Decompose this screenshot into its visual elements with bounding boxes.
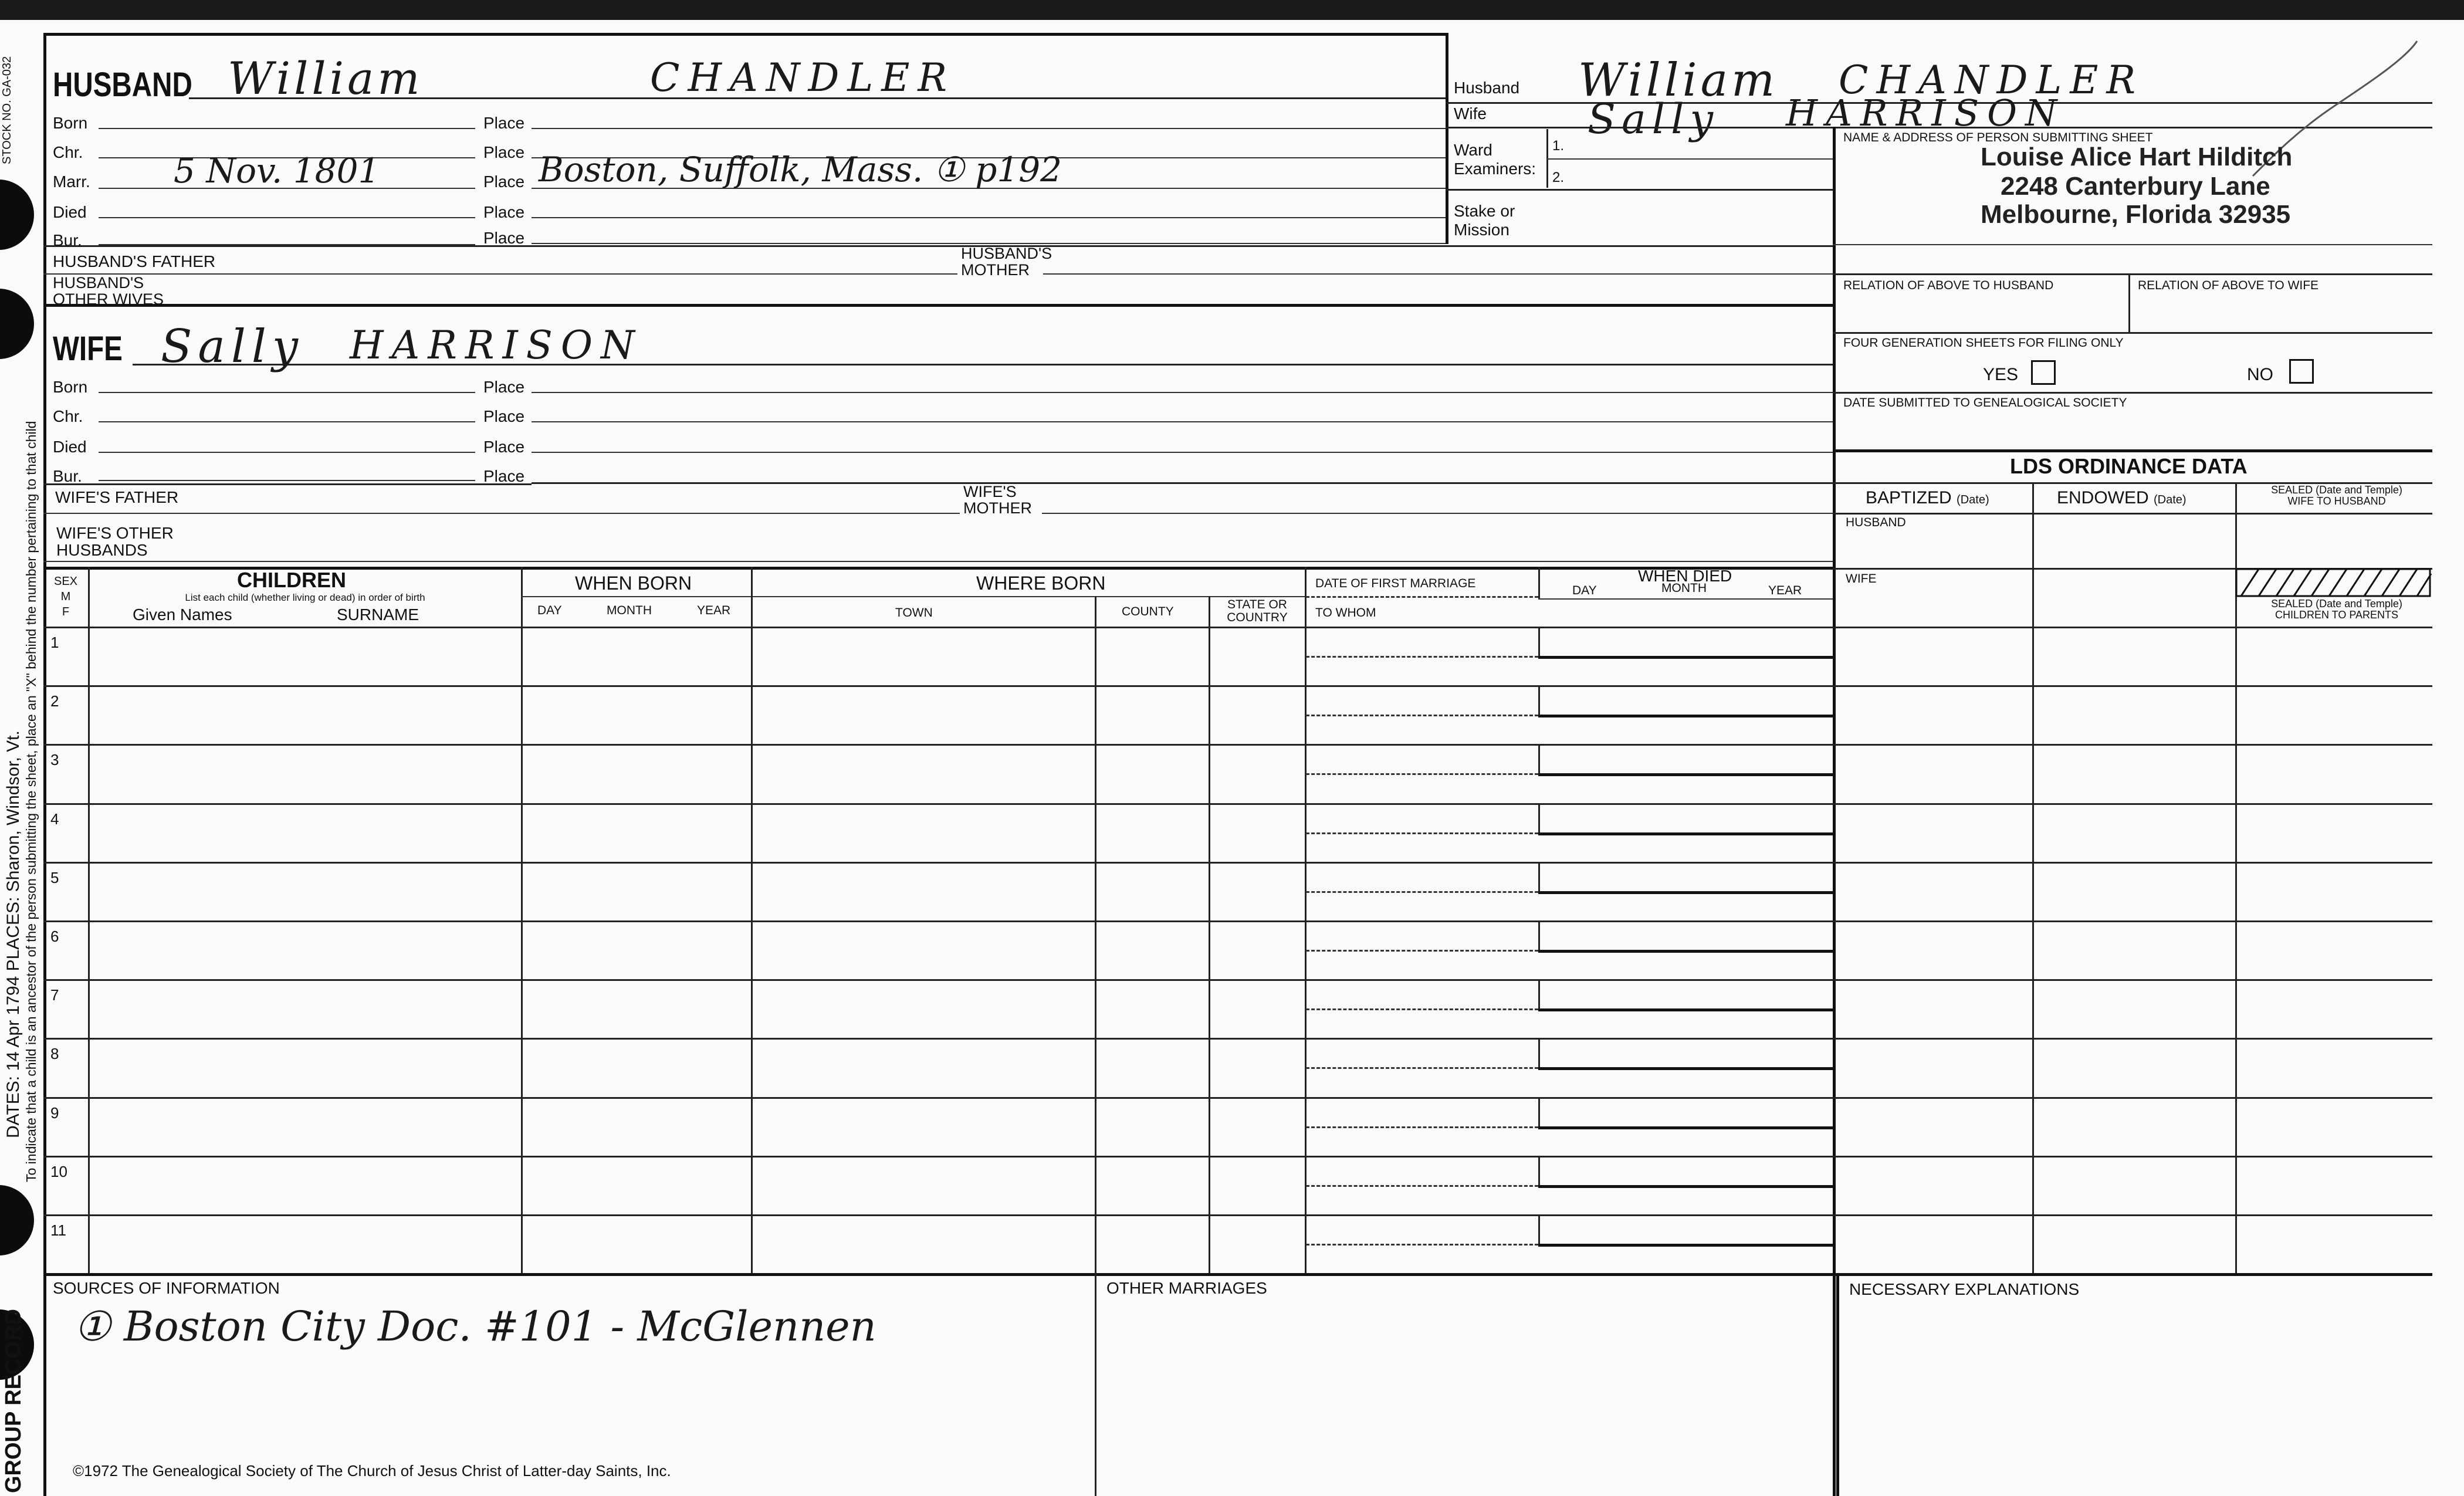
- wife-chr-label: Chr.: [53, 407, 83, 425]
- header-wife-label: Wife: [1454, 104, 1487, 123]
- child-died-left-border: [1538, 803, 1540, 832]
- relation-wife-label: RELATION OF ABOVE TO WIFE: [2138, 279, 2319, 292]
- explanations-label: NECESSARY EXPLANATIONS: [1849, 1280, 2080, 1298]
- lds-hatched-box: [2235, 568, 2432, 597]
- wife-chr-place-label: Place: [483, 407, 525, 425]
- submitter-label: NAME & ADDRESS OF PERSON SUBMITTING SHEET: [1843, 131, 2153, 144]
- born-month-header: MONTH: [607, 604, 652, 617]
- lds-endowed-label: ENDOWED (Date): [2057, 488, 2187, 507]
- wife-bur-line: [99, 480, 475, 481]
- wife-died-place-label: Place: [483, 438, 525, 456]
- husband-surname: CHANDLER: [650, 55, 956, 100]
- child-row-line: [43, 803, 2432, 805]
- husband-bur-place-label: Place: [483, 229, 525, 247]
- to-whom-header: TO WHOM: [1315, 606, 1376, 620]
- husband-other-wives-label: HUSBAND'S OTHER WIVES: [53, 274, 164, 309]
- wife-bur-place-line: [532, 482, 1833, 484]
- child-died-left-border: [1538, 1156, 1540, 1185]
- child-died-rule: [1538, 950, 1833, 953]
- husband-bur-bottom-rule: [43, 245, 1833, 247]
- husband-mother-label: HUSBAND'S MOTHER: [961, 245, 1052, 279]
- binder-hole: [0, 289, 34, 359]
- lds-sealed-label: SEALED (Date and Temple) WIFE TO HUSBAND: [2271, 484, 2402, 507]
- husband-died-label: Died: [53, 203, 87, 221]
- date-submitted-label: DATE SUBMITTED TO GENEALOGICAL SOCIETY: [1843, 396, 2127, 409]
- child-died-rule: [1538, 1067, 1833, 1070]
- lds-col-2: [2235, 482, 2237, 1273]
- county-header: COUNTY: [1122, 605, 1174, 618]
- wife-bur-rule: [43, 483, 532, 485]
- lds-header-bottom: [1833, 513, 2432, 515]
- child-row-number: 1: [50, 634, 59, 651]
- submitter-name: Louise Alice Hart Hilditch: [1981, 143, 2293, 171]
- surname-header: SURNAME: [337, 605, 419, 624]
- wife-born-place-line: [532, 392, 1833, 393]
- child-died-left-border: [1538, 1038, 1540, 1067]
- child-row-line: [43, 685, 2432, 687]
- when-died-left: [1538, 567, 1540, 598]
- footer-right-divider: [1836, 1273, 1839, 1496]
- child-died-left-border: [1538, 1214, 1540, 1244]
- child-row-line: [43, 1038, 2432, 1040]
- wife-father-label: WIFE'S FATHER: [55, 488, 179, 506]
- yes-checkbox[interactable]: [2031, 360, 2056, 385]
- husband-born-place-label: Place: [483, 114, 525, 132]
- wife-died-label: Died: [53, 438, 87, 456]
- husband-chr-label: Chr.: [53, 143, 83, 161]
- top-edge: [0, 0, 2464, 20]
- child-died-left-border: [1538, 862, 1540, 891]
- ancestor-instruction: To indicate that a child is an ancestor of the person submitting the sheet, place an "X" behind the number pertaining to that child: [23, 421, 39, 1182]
- submitter-street: 2248 Canterbury Lane: [2001, 172, 2270, 201]
- when-died-header: WHEN DIED: [1638, 567, 1732, 585]
- copyright-text: ©1972 The Genealogical Society of The Church of Jesus Christ of Latter-day Saints, Inc.: [73, 1462, 671, 1480]
- town-header: TOWN: [895, 606, 933, 620]
- wife-died-place-line: [532, 452, 1833, 453]
- child-row-line: [43, 1097, 2432, 1099]
- when-born-sub-rule: [521, 596, 1305, 597]
- child-marriage-dash: [1306, 1244, 1538, 1245]
- col-town-right: [1095, 596, 1096, 1274]
- where-born-header: WHERE BORN: [976, 573, 1106, 594]
- wife-other-husbands-line: [43, 561, 1833, 562]
- child-died-rule: [1538, 1185, 1833, 1188]
- husband-father-label: HUSBAND'S FATHER: [53, 252, 216, 270]
- child-row-line: [43, 979, 2432, 981]
- submitter-line-1: [1833, 244, 2432, 245]
- child-died-left-border: [1538, 1097, 1540, 1126]
- sex-header: SEX M F: [53, 575, 78, 618]
- examiner-1-line: [1546, 158, 1833, 160]
- relation-divider: [2128, 273, 2130, 333]
- died-month-header: MONTH: [1661, 581, 1707, 595]
- wife-father-line: [43, 513, 960, 514]
- children-header-note: List each child (whether living or dead) in order of birth: [185, 592, 425, 603]
- other-marriages-label: OTHER MARRIAGES: [1106, 1279, 1267, 1297]
- relation-bottom-line: [1833, 332, 2432, 334]
- child-died-rule: [1538, 656, 1833, 659]
- sources-label: SOURCES OF INFORMATION: [53, 1279, 280, 1297]
- header-wife-surname: HARRISON: [1786, 92, 2066, 134]
- child-row-number: 9: [50, 1104, 59, 1122]
- child-marriage-dash: [1306, 1185, 1538, 1187]
- born-day-header: DAY: [537, 604, 562, 617]
- wife-born-line: [99, 392, 475, 393]
- examiner-2: 2.: [1552, 170, 1565, 185]
- child-marriage-dash: [1306, 1126, 1538, 1128]
- child-marriage-dash: [1306, 656, 1538, 658]
- child-row-number: 3: [50, 751, 59, 769]
- husband-born-place-line: [532, 128, 1446, 129]
- child-died-rule: [1538, 773, 1833, 776]
- child-row-number: 8: [50, 1045, 59, 1063]
- child-died-left-border: [1538, 920, 1540, 950]
- footer-top-border: [43, 1273, 2432, 1276]
- header-divider: [1446, 33, 1448, 244]
- binder-hole: [0, 180, 34, 250]
- header-husband-surname: CHANDLER: [1839, 57, 2144, 103]
- col-county-right: [1209, 596, 1210, 1274]
- husband-born-line: [99, 128, 475, 129]
- child-marriage-dash: [1306, 832, 1538, 834]
- husband-heading: HUSBAND: [53, 66, 192, 104]
- child-row-number: 7: [50, 986, 59, 1004]
- child-row-number: 2: [50, 692, 59, 710]
- wife-bur-place-label: Place: [483, 467, 525, 485]
- husband-bur-label: Bur.: [53, 231, 82, 249]
- wife-given-name: Sally: [161, 320, 304, 373]
- header-wife-given: Sally: [1588, 95, 1720, 143]
- child-row-number: 6: [50, 928, 59, 945]
- child-row-line: [43, 744, 2432, 746]
- wife-other-husbands-label: WIFE'S OTHER HUSBANDS: [56, 524, 174, 560]
- child-died-left-border: [1538, 685, 1540, 715]
- husband-marriage-date: 5 Nov. 1801: [174, 151, 380, 191]
- ward-examiners-label: Ward Examiners:: [1454, 141, 1536, 178]
- first-marriage-header: DATE OF FIRST MARRIAGE: [1315, 577, 1476, 590]
- child-marriage-dash: [1306, 773, 1538, 775]
- first-marriage-dash: [1306, 596, 1538, 598]
- child-row-line: [43, 862, 2432, 864]
- child-died-rule: [1538, 891, 1833, 894]
- child-row-number: 5: [50, 868, 59, 886]
- wife-bur-label: Bur.: [53, 467, 82, 485]
- wife-mother-line: [1042, 513, 1833, 514]
- child-died-left-border: [1538, 979, 1540, 1008]
- when-born-header: WHEN BORN: [575, 573, 692, 594]
- yes-label: YES: [1983, 365, 2019, 384]
- husband-died-place-line: [532, 217, 1446, 218]
- husband-bur-place-line: [532, 243, 1446, 244]
- no-checkbox[interactable]: [2289, 359, 2314, 384]
- given-names-header: Given Names: [133, 605, 232, 624]
- header-husband-given: William: [1578, 54, 1779, 107]
- child-died-rule: [1538, 832, 1833, 835]
- lds-sealed-children-label: SEALED (Date and Temple) CHILDREN TO PARENTS: [2271, 598, 2402, 621]
- lds-top-border: [1833, 449, 2432, 452]
- top-border: [43, 33, 1447, 36]
- husband-died-line: [99, 217, 475, 218]
- group-record-label: GROUP RECORD: [1, 1309, 26, 1493]
- sources-text: ① Boston City Doc. #101 - McGlennen: [74, 1302, 876, 1351]
- husband-mother-line: [1043, 273, 1833, 275]
- died-year-header: YEAR: [1768, 584, 1802, 597]
- child-marriage-dash: [1306, 891, 1538, 893]
- examiner-2-line: [1446, 189, 1833, 191]
- lds-col-1: [2032, 482, 2034, 1273]
- four-gen-label: FOUR GENERATION SHEETS FOR FILING ONLY: [1843, 336, 2124, 350]
- husband-section-bottom: [43, 304, 1833, 307]
- wife-born-place-label: Place: [483, 378, 525, 396]
- child-died-rule: [1538, 1008, 1833, 1011]
- lds-husband-label: HUSBAND: [1846, 516, 1906, 529]
- husband-died-place-label: Place: [483, 203, 525, 221]
- wife-died-line: [99, 452, 475, 453]
- no-label: NO: [2247, 365, 2273, 384]
- state-header: STATE OR COUNTRY: [1227, 598, 1288, 625]
- binder-hole: [0, 1185, 34, 1255]
- husband-father-line: [43, 273, 957, 275]
- wife-heading: WIFE: [53, 330, 123, 368]
- child-row-number: 11: [50, 1221, 66, 1239]
- child-row-line: [43, 1214, 2432, 1216]
- husband-chr-place-label: Place: [483, 143, 525, 161]
- lds-wife-label: WIFE: [1846, 572, 1877, 585]
- footer-col-divider: [1095, 1273, 1096, 1496]
- left-border: [43, 33, 46, 1496]
- child-row-number: 10: [50, 1162, 67, 1180]
- child-marriage-dash: [1306, 950, 1538, 952]
- child-marriage-dash: [1306, 1067, 1538, 1069]
- husband-marriage-place: Boston, Suffolk, Mass. ① p192: [539, 150, 1062, 189]
- child-died-rule: [1538, 715, 1833, 717]
- wife-surname: HARRISON: [350, 323, 643, 368]
- child-died-left-border: [1538, 627, 1540, 656]
- wife-chr-place-line: [532, 421, 1833, 422]
- lds-baptized-label: BAPTIZED (Date): [1866, 488, 1989, 507]
- examiner-1: 1.: [1552, 138, 1565, 154]
- children-header-bottom: [43, 627, 2432, 628]
- four-gen-bottom-line: [1833, 392, 2432, 394]
- child-row-number: 4: [50, 810, 59, 828]
- dates-places-note: DATES: 14 Apr 1794 PLACES: Sharon, Windsor, Vt.: [4, 730, 23, 1138]
- child-row-line: [43, 920, 2432, 922]
- died-day-header: DAY: [1572, 584, 1597, 597]
- child-died-left-border: [1538, 744, 1540, 773]
- husband-marr-place-label: Place: [483, 172, 525, 191]
- died-header-bottom: [1538, 598, 1833, 600]
- born-year-header: YEAR: [697, 604, 731, 617]
- submitter-line-2: [1833, 273, 2432, 275]
- lds-title: LDS ORDINANCE DATA: [2010, 454, 2248, 478]
- stock-number: STOCK NO. GA-032: [1, 56, 13, 164]
- child-marriage-dash: [1306, 715, 1538, 716]
- child-died-rule: [1538, 1126, 1833, 1129]
- wife-chr-line: [99, 421, 475, 422]
- wife-born-label: Born: [53, 378, 88, 396]
- children-header: CHILDREN: [237, 568, 346, 592]
- relation-husband-label: RELATION OF ABOVE TO HUSBAND: [1843, 279, 2054, 292]
- wife-mother-label: WIFE'S MOTHER: [963, 483, 1032, 517]
- stake-mission-label: Stake or Mission: [1454, 202, 1515, 239]
- husband-given-name: William: [228, 52, 424, 104]
- child-died-rule: [1538, 1244, 1833, 1247]
- husband-marr-label: Marr.: [53, 172, 90, 191]
- child-row-line: [43, 1156, 2432, 1157]
- header-husband-label: Husband: [1454, 79, 1520, 97]
- submitter-city: Melbourne, Florida 32935: [1981, 200, 2291, 229]
- husband-born-label: Born: [53, 114, 88, 132]
- child-marriage-dash: [1306, 1008, 1538, 1010]
